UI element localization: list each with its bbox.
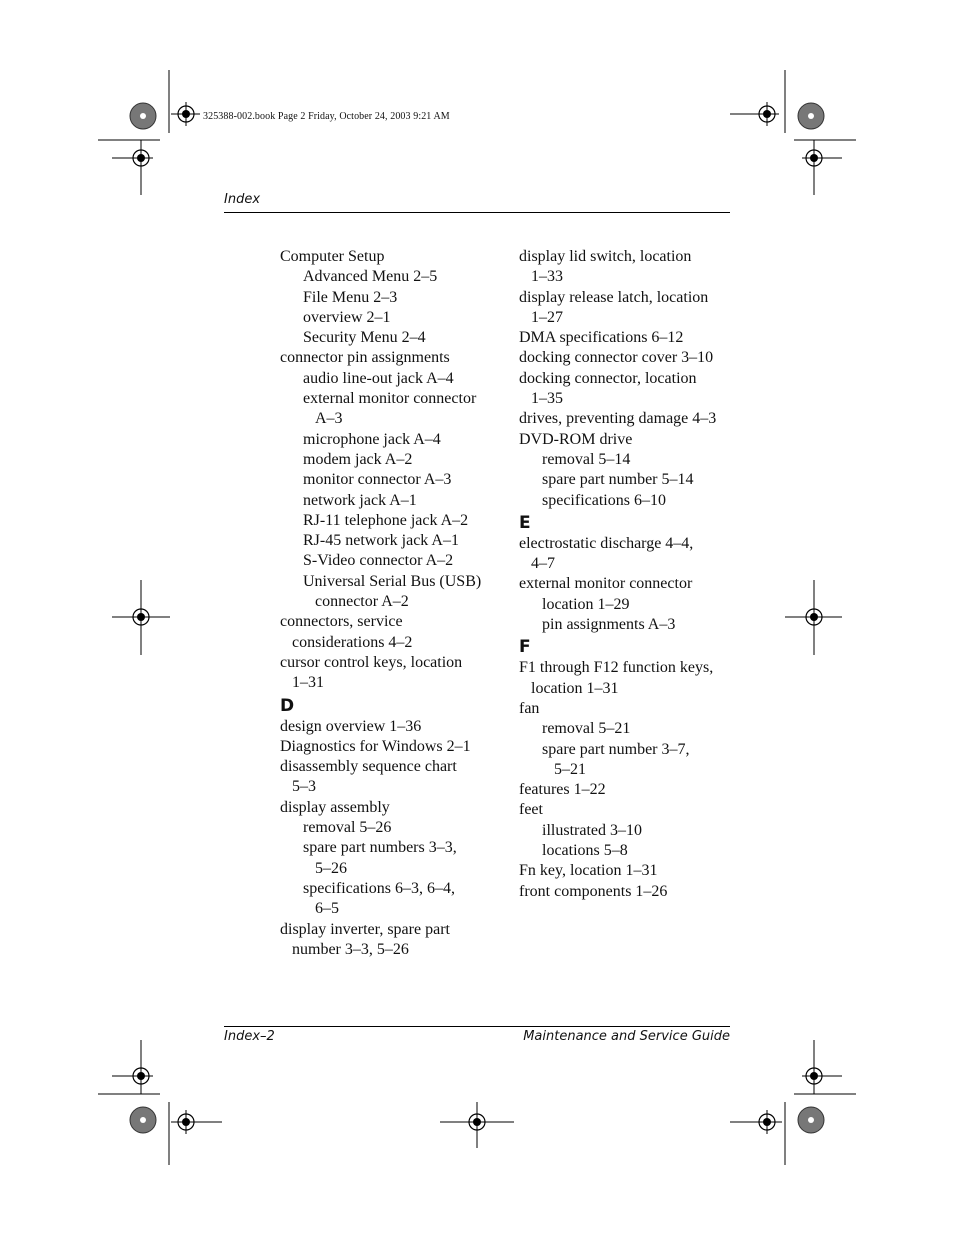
index-entry: 1–33 xyxy=(531,268,563,286)
index-entry: 6–5 xyxy=(315,900,339,918)
index-entry: connector A–2 xyxy=(315,593,409,611)
index-entry: spare part number 3–7, xyxy=(542,740,690,758)
index-entry: number 3–3, 5–26 xyxy=(292,940,409,958)
index-entry: fan xyxy=(519,699,540,717)
index-entry: RJ-11 telephone jack A–2 xyxy=(303,511,469,529)
header-rule xyxy=(224,212,730,213)
index-entry: docking connector cover 3–10 xyxy=(519,349,714,367)
index-entry: spare part number 5–14 xyxy=(542,471,694,489)
index-entry: external monitor connector xyxy=(519,575,693,593)
index-entry: monitor connector A–3 xyxy=(303,471,452,489)
index-entry: specifications 6–3, 6–4, xyxy=(303,879,455,897)
index-entry: 1–31 xyxy=(292,674,324,692)
running-header: Index xyxy=(224,192,261,207)
index-entry: 1–35 xyxy=(531,390,563,408)
index-entry: 4–7 xyxy=(531,555,555,573)
index-column-right xyxy=(519,247,744,902)
index-entry: display release latch, location xyxy=(519,288,709,306)
index-entry: electrostatic discharge 4–4, xyxy=(519,534,694,552)
index-entry: location 1–29 xyxy=(542,595,630,613)
index-entry: RJ-45 network jack A–1 xyxy=(303,532,459,550)
index-entry: Advanced Menu 2–5 xyxy=(303,268,438,286)
index-entry: connectors, service xyxy=(280,613,403,631)
footer-rule xyxy=(224,1026,730,1027)
index-entry: network jack A–1 xyxy=(303,491,417,509)
index-letter-heading: E xyxy=(519,512,531,533)
index-entry: front components 1–26 xyxy=(519,882,668,900)
index-entry: connector pin assignments xyxy=(280,349,450,367)
index-entry: DVD-ROM drive xyxy=(519,430,633,448)
index-entry: A–3 xyxy=(315,410,343,428)
index-entry: drives, preventing damage 4–3 xyxy=(519,410,717,428)
index-column-left xyxy=(280,247,505,960)
guide-title: Maintenance and Service Guide xyxy=(523,1029,730,1044)
index-entry: docking connector, location xyxy=(519,369,697,387)
index-entry: removal 5–14 xyxy=(542,450,631,468)
index-entry: location 1–31 xyxy=(531,679,619,697)
index-entry: specifications 6–10 xyxy=(542,491,666,509)
index-entry: feet xyxy=(519,801,543,819)
index-entry: display lid switch, location xyxy=(519,248,692,265)
index-entry: spare part numbers 3–3, xyxy=(303,839,457,857)
index-entry: removal 5–21 xyxy=(542,720,631,738)
index-entry: DMA specifications 6–12 xyxy=(519,329,684,347)
index-entry: 5–3 xyxy=(292,778,316,796)
index-entry: locations 5–8 xyxy=(542,842,628,860)
index-entry: microphone jack A–4 xyxy=(303,430,441,448)
index-entry: pin assignments A–3 xyxy=(542,616,676,634)
index-entry: features 1–22 xyxy=(519,781,606,799)
index-entry: display inverter, spare part xyxy=(280,920,450,938)
index-entry: Security Menu 2–4 xyxy=(303,329,426,347)
index-entry: Computer Setup xyxy=(280,248,385,265)
index-entry: modem jack A–2 xyxy=(303,450,413,468)
index-entry: disassembly sequence chart xyxy=(280,758,457,776)
index-entry: illustrated 3–10 xyxy=(542,821,642,839)
index-entry: F1 through F12 function keys, xyxy=(519,659,714,677)
index-entry: 1–27 xyxy=(531,308,563,326)
index-entry: display assembly xyxy=(280,798,390,816)
print-slug: 325388-002.book Page 2 Friday, October 24, 2003 9:21 AM xyxy=(203,111,450,122)
index-entry: removal 5–26 xyxy=(303,819,392,837)
index-entry: external monitor connector xyxy=(303,390,477,408)
index-entry: considerations 4–2 xyxy=(292,633,413,651)
index-entry: cursor control keys, location xyxy=(280,653,463,671)
index-entry: File Menu 2–3 xyxy=(303,288,398,306)
index-letter-heading: F xyxy=(519,637,531,658)
index-entry: Fn key, location 1–31 xyxy=(519,862,658,880)
index-entry: 5–21 xyxy=(554,760,586,778)
index-entry: Universal Serial Bus (USB) xyxy=(303,572,482,590)
index-entry: S-Video connector A–2 xyxy=(303,552,454,570)
index-entry: 5–26 xyxy=(315,859,347,877)
index-entry: Diagnostics for Windows 2–1 xyxy=(280,737,471,755)
page-number: Index–2 xyxy=(224,1029,275,1044)
index-letter-heading: D xyxy=(280,695,295,716)
index-entry: design overview 1–36 xyxy=(280,717,422,735)
index-entry: overview 2–1 xyxy=(303,308,391,326)
index-entry: audio line-out jack A–4 xyxy=(303,369,454,387)
